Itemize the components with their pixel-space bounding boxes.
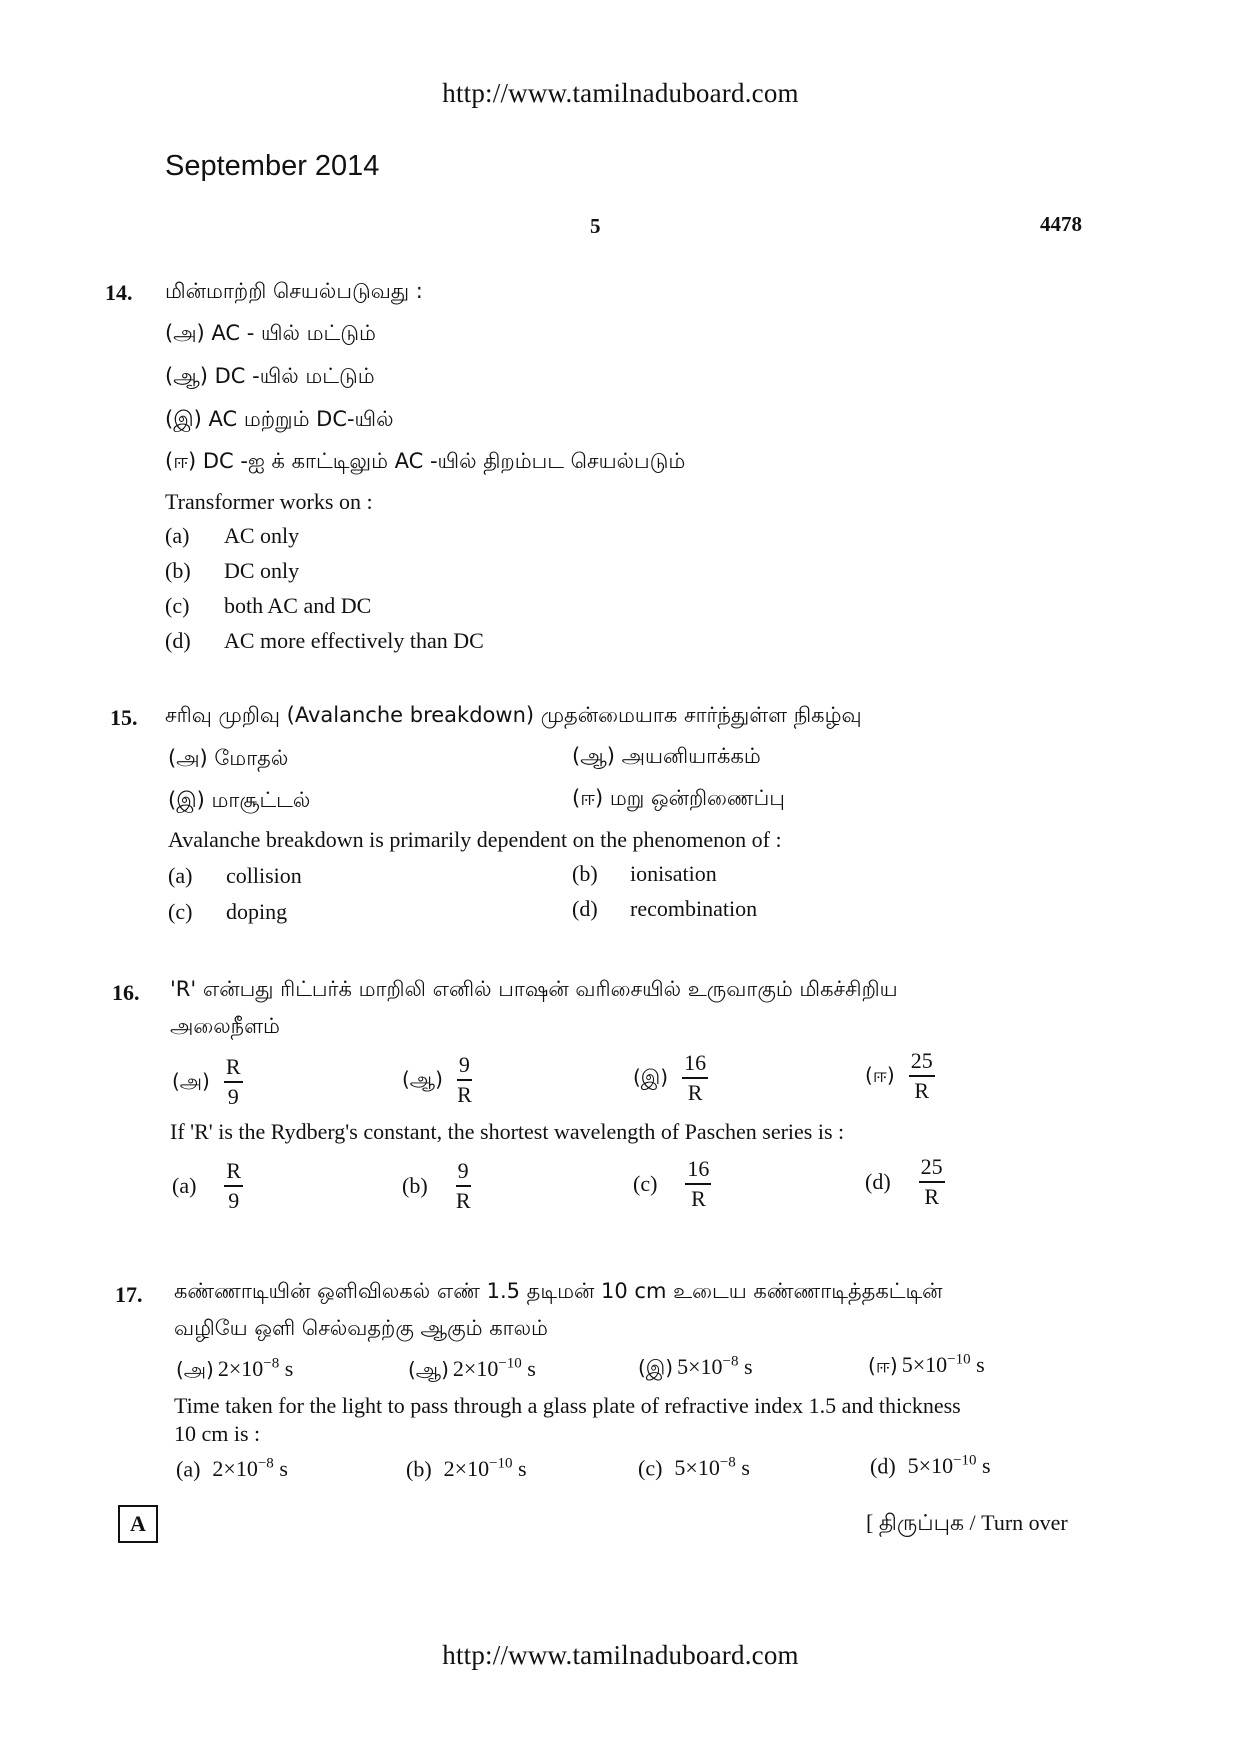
option-tamil-a bbox=[176, 1356, 293, 1384]
option-english-c bbox=[638, 1455, 750, 1481]
option-english-c bbox=[633, 1158, 711, 1210]
tamil-option: (ஈ) மறு ஒன்றிணைப்பு bbox=[572, 786, 785, 810]
mantissa: 5×10 bbox=[674, 1455, 720, 1481]
numerator: 16 bbox=[682, 1052, 708, 1079]
question-number: 14. bbox=[105, 280, 133, 305]
option-label: (c) bbox=[168, 899, 193, 924]
denominator: R bbox=[457, 1082, 472, 1107]
option-label: (c) bbox=[165, 593, 190, 618]
numerator: R bbox=[224, 1160, 243, 1187]
option-english-d bbox=[865, 1156, 945, 1208]
option-label: (அ) bbox=[172, 1068, 210, 1093]
option-text: DC only bbox=[224, 558, 300, 583]
tamil-option: (இ) AC மற்றும் DC-யில் bbox=[165, 407, 394, 431]
english-question: Avalanche breakdown is primarily dependent on the phenomenon of : bbox=[168, 827, 782, 852]
question-number: 16. bbox=[112, 980, 140, 1005]
exponent: −10 bbox=[498, 1356, 522, 1372]
option-tamil-c bbox=[633, 1052, 708, 1104]
tamil-option: (அ) AC - யில் மட்டும் bbox=[165, 321, 376, 345]
numerator: 16 bbox=[685, 1158, 711, 1185]
fraction bbox=[224, 1160, 243, 1212]
fraction bbox=[456, 1160, 471, 1212]
fraction bbox=[919, 1156, 945, 1208]
option-label: (ஈ) bbox=[868, 1353, 898, 1378]
option-label: (ஆ) bbox=[402, 1066, 443, 1091]
tamil-question: மின்மாற்றி செயல்படுவது : bbox=[165, 279, 423, 303]
unit: s bbox=[518, 1456, 527, 1482]
unit: s bbox=[982, 1453, 991, 1479]
page-number: 5 bbox=[590, 214, 601, 238]
option-label: (d) bbox=[572, 896, 598, 921]
option-label: (a) bbox=[172, 1173, 197, 1198]
option-text: AC more effectively than DC bbox=[224, 628, 484, 653]
denominator: R bbox=[455, 1188, 471, 1213]
unit: s bbox=[743, 1354, 753, 1380]
option-tamil-d bbox=[865, 1050, 935, 1102]
value bbox=[902, 1352, 985, 1377]
tamil-option: (இ) மாசூட்டல் bbox=[168, 788, 311, 812]
value bbox=[677, 1354, 752, 1379]
option-label: (b) bbox=[402, 1173, 428, 1198]
paper-code: 4478 bbox=[1040, 212, 1082, 236]
option-english-d bbox=[870, 1453, 991, 1479]
option-tamil-c bbox=[638, 1354, 753, 1382]
tamil-question-line1: கண்ணாடியின் ஒளிவிலகல் எண் 1.5 தடிமன் 10 cm உடைய கண்ணாடித்தகட்டின் bbox=[174, 1279, 943, 1303]
option-label: (d) bbox=[870, 1453, 896, 1479]
exponent: −10 bbox=[947, 1352, 971, 1368]
option-text: AC only bbox=[224, 523, 300, 548]
unit: s bbox=[279, 1456, 288, 1482]
exponent: −8 bbox=[263, 1356, 280, 1372]
option-tamil-b bbox=[408, 1356, 536, 1384]
turn-over-note: [ திருப்புக / Turn over bbox=[866, 1510, 1068, 1535]
option-text: both AC and DC bbox=[224, 593, 372, 618]
english-question-line2: 10 cm is : bbox=[174, 1421, 261, 1446]
mantissa: 2×10 bbox=[212, 1456, 258, 1482]
option-label: (b) bbox=[165, 558, 191, 583]
option-text: recombination bbox=[630, 896, 758, 921]
value bbox=[444, 1456, 527, 1481]
fraction bbox=[457, 1054, 472, 1106]
denominator: R bbox=[914, 1078, 930, 1103]
footer-url: http://www.tamilnaduboard.com bbox=[442, 1640, 799, 1670]
numerator: 25 bbox=[909, 1050, 935, 1077]
option-label: (இ) bbox=[638, 1355, 674, 1380]
mantissa: 2×10 bbox=[217, 1356, 264, 1382]
option-text: doping bbox=[226, 899, 288, 924]
mantissa: 5×10 bbox=[677, 1354, 723, 1380]
numerator: R bbox=[224, 1056, 243, 1083]
option-text: collision bbox=[226, 863, 302, 888]
option-english-b bbox=[406, 1456, 527, 1482]
option-label: (c) bbox=[633, 1171, 658, 1196]
option-label: (a) bbox=[168, 863, 193, 888]
option-label: (ஆ) bbox=[408, 1357, 449, 1382]
exam-month: September 2014 bbox=[165, 150, 380, 182]
option-english-a bbox=[176, 1456, 288, 1482]
english-question-line1: Time taken for the light to pass through a glass plate of refractive index 1.5 and thickness bbox=[174, 1393, 961, 1418]
mantissa: 2×10 bbox=[443, 1456, 490, 1482]
exponent: −8 bbox=[719, 1455, 736, 1471]
denominator: R bbox=[687, 1080, 703, 1105]
option-label: (a) bbox=[176, 1456, 201, 1482]
value bbox=[674, 1455, 749, 1480]
option-english-a bbox=[172, 1160, 243, 1212]
numerator: 25 bbox=[919, 1156, 945, 1183]
fraction bbox=[909, 1050, 935, 1102]
option-label: (இ) bbox=[633, 1064, 669, 1089]
option-label: (b) bbox=[572, 861, 598, 886]
mantissa: 5×10 bbox=[901, 1352, 948, 1378]
unit: s bbox=[284, 1356, 294, 1382]
option-label: (b) bbox=[406, 1456, 432, 1482]
question-number: 15. bbox=[110, 705, 138, 730]
english-question: Transformer works on : bbox=[165, 489, 373, 514]
option-label: (d) bbox=[165, 628, 191, 653]
exponent: −10 bbox=[953, 1453, 977, 1469]
mantissa: 5×10 bbox=[907, 1453, 954, 1479]
tamil-question: சரிவு முறிவு (Avalanche breakdown) முதன்மையாக சார்ந்துள்ள நிகழ்வு bbox=[165, 703, 862, 727]
option-text: ionisation bbox=[630, 861, 717, 886]
header-url: http://www.tamilnaduboard.com bbox=[442, 78, 799, 108]
unit: s bbox=[976, 1352, 985, 1378]
fraction bbox=[682, 1052, 708, 1104]
question-number: 17. bbox=[115, 1282, 143, 1307]
option-english-b bbox=[402, 1160, 471, 1212]
numerator: 9 bbox=[457, 1054, 472, 1081]
denominator: 9 bbox=[227, 1084, 239, 1109]
english-question: If 'R' is the Rydberg's constant, the shortest wavelength of Paschen series is : bbox=[170, 1119, 845, 1144]
denominator: 9 bbox=[228, 1188, 240, 1213]
value bbox=[218, 1356, 293, 1381]
tamil-option: (ஆ) அயனியாக்கம் bbox=[572, 744, 761, 768]
mantissa: 2×10 bbox=[452, 1356, 499, 1382]
tamil-option: (அ) மோதல் bbox=[168, 746, 289, 770]
value bbox=[212, 1456, 287, 1481]
exponent: −8 bbox=[722, 1354, 739, 1370]
unit: s bbox=[741, 1455, 750, 1481]
option-label: (d) bbox=[865, 1169, 891, 1194]
value bbox=[453, 1356, 536, 1381]
tamil-question-line2: வழியே ஒளி செல்வதற்கு ஆகும் காலம் bbox=[174, 1316, 548, 1340]
value bbox=[908, 1453, 991, 1478]
tamil-question-line2: அலைநீளம் bbox=[170, 1014, 280, 1038]
tamil-question-line1: 'R' என்பது ரிட்பர்க் மாறிலி எனில் பாஷன் வரிசையில் உருவாகும் மிகச்சிறிய bbox=[170, 977, 898, 1001]
exponent: −10 bbox=[489, 1456, 513, 1472]
tamil-option: (ஆ) DC -யில் மட்டும் bbox=[165, 364, 375, 388]
unit: s bbox=[527, 1356, 536, 1382]
fraction bbox=[685, 1158, 711, 1210]
option-label: (c) bbox=[638, 1455, 663, 1481]
option-tamil-b bbox=[402, 1054, 472, 1106]
option-tamil-a bbox=[172, 1056, 243, 1108]
denominator: R bbox=[924, 1184, 939, 1209]
tamil-option: (ஈ) DC -ஐ க் காட்டிலும் AC -யில் திறம்பட செயல்படும் bbox=[165, 449, 686, 473]
fraction bbox=[224, 1056, 243, 1108]
option-tamil-d bbox=[868, 1352, 985, 1380]
numerator: 9 bbox=[456, 1160, 471, 1187]
option-label: (ஈ) bbox=[865, 1062, 895, 1087]
option-label: (அ) bbox=[176, 1357, 214, 1382]
denominator: R bbox=[691, 1186, 706, 1211]
version-box: A bbox=[118, 1505, 158, 1543]
exponent: −8 bbox=[257, 1456, 274, 1472]
option-label: (a) bbox=[165, 523, 190, 548]
